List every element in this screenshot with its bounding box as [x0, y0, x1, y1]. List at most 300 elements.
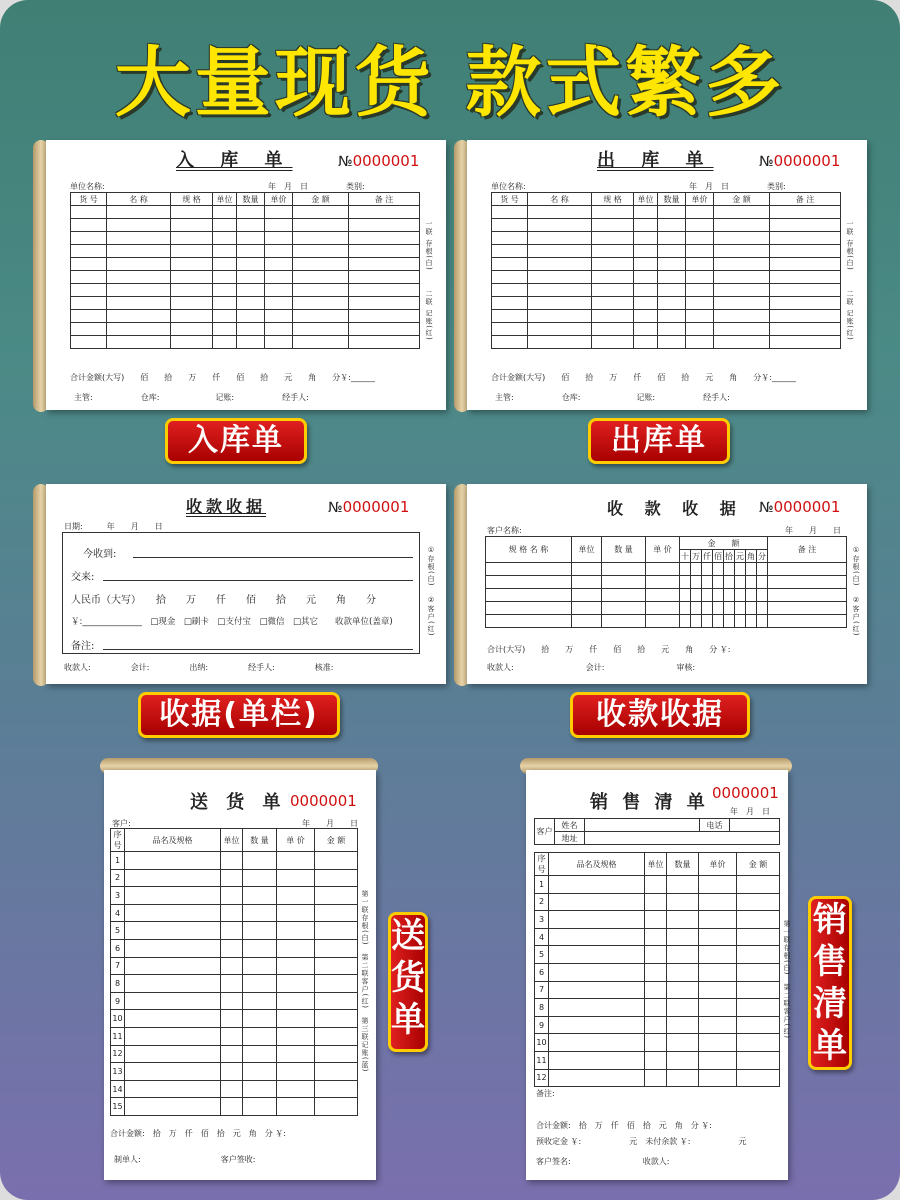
table-cell: [634, 258, 658, 271]
table-cell: [592, 310, 634, 323]
label-char: 送: [391, 916, 425, 956]
table-cell: [125, 939, 221, 957]
table-cell: [486, 602, 572, 615]
table-cell: [667, 1034, 699, 1052]
table-cell: [658, 297, 686, 310]
label-xiaoshou: [808, 896, 852, 1070]
table-cell: [171, 297, 213, 310]
table-cell: [293, 323, 349, 336]
table-cell: [699, 1034, 737, 1052]
table-cell: [486, 576, 572, 589]
signature-row: 制单人: 客户签收:: [114, 1155, 256, 1164]
table-cell: [645, 1069, 667, 1087]
table-cell: [107, 310, 171, 323]
table-cell: [645, 946, 667, 964]
table-cell: [724, 602, 735, 615]
payment-method: ￥:______________ □现金 □刷卡 □支付宝 □微信 □其它 收款单位(盖章): [71, 617, 393, 627]
table-cell: [737, 1051, 780, 1069]
signature-row: 主管: 仓库: 记账: 经手人:: [74, 393, 309, 402]
table-cell: [680, 589, 691, 602]
table-cell: [768, 589, 847, 602]
table-cell: [735, 602, 746, 615]
table-cell: [71, 297, 107, 310]
table-row: [71, 297, 420, 310]
table-cell: [315, 1045, 358, 1063]
shouju-form: [46, 484, 446, 684]
table-cell: [667, 999, 699, 1017]
table-row: [111, 939, 358, 957]
table-cell: [277, 922, 315, 940]
table-cell: [770, 297, 841, 310]
table-cell: [634, 310, 658, 323]
side-copy-2: ②客户(红): [852, 596, 860, 637]
table-cell: [770, 219, 841, 232]
form-number: [712, 784, 779, 802]
table-cell: [746, 576, 757, 589]
side-copy-1: 一联 存根(白): [846, 220, 854, 271]
table-cell: [171, 336, 213, 349]
table-cell: [265, 271, 293, 284]
table-row: [111, 1080, 358, 1098]
table-cell: [107, 206, 171, 219]
table-cell: [549, 1069, 645, 1087]
column-header: 金 额: [315, 829, 358, 852]
table-cell: [237, 336, 265, 349]
row-number: 15: [111, 1098, 125, 1116]
table-cell: [737, 999, 780, 1017]
table-cell: [667, 946, 699, 964]
shoukuan-table: [485, 536, 847, 628]
table-cell: [658, 206, 686, 219]
table-cell: [213, 206, 237, 219]
table-cell: [667, 911, 699, 929]
table-cell: [770, 206, 841, 219]
table-cell: [592, 258, 634, 271]
row-number: 10: [111, 1010, 125, 1028]
form-title: 入 库 单: [176, 150, 293, 171]
table-cell: [213, 232, 237, 245]
table-cell: [213, 336, 237, 349]
row-number: 6: [111, 939, 125, 957]
table-cell: [634, 245, 658, 258]
table-cell: [213, 258, 237, 271]
table-cell: [237, 323, 265, 336]
table-cell: [221, 1063, 243, 1081]
table-cell: [125, 1010, 221, 1028]
table-cell: [686, 232, 714, 245]
table-cell: [702, 589, 713, 602]
table-cell: [686, 258, 714, 271]
table-row: [535, 1034, 780, 1052]
date: 年 月 日: [302, 819, 358, 828]
table-cell: [634, 219, 658, 232]
table-cell: [243, 1080, 277, 1098]
table-cell: [713, 615, 724, 628]
label-char: 销: [813, 900, 847, 940]
table-cell: [770, 245, 841, 258]
table-row: [111, 957, 358, 975]
table-cell: [221, 1080, 243, 1098]
phone-label: 电话: [700, 819, 730, 832]
table-cell: [125, 1045, 221, 1063]
table-row: [535, 963, 780, 981]
table-cell: [293, 297, 349, 310]
table-cell: [492, 232, 528, 245]
side-copies: 第一联存根(白) 第二联客户(红) 第三联记账(蓝): [361, 890, 369, 1073]
table-cell: [243, 922, 277, 940]
table-row: [111, 1098, 358, 1116]
table-cell: [221, 1010, 243, 1028]
table-row: [535, 946, 780, 964]
table-cell: [107, 219, 171, 232]
table-cell: [528, 245, 592, 258]
total-row: 合计(大写) 拾 万 仟 佰 拾 元 角 分 ￥:: [487, 645, 731, 654]
table-cell: [592, 245, 634, 258]
table-cell: [237, 297, 265, 310]
table-cell: [349, 219, 420, 232]
table-cell: [549, 981, 645, 999]
table-cell: [699, 1016, 737, 1034]
table-cell: [221, 852, 243, 870]
table-cell: [592, 297, 634, 310]
table-cell: [714, 336, 770, 349]
row-number: 4: [111, 904, 125, 922]
no-value: 0000001: [773, 498, 841, 516]
table-cell: [125, 1080, 221, 1098]
table-cell: [125, 904, 221, 922]
table-cell: [265, 232, 293, 245]
table-cell: [125, 922, 221, 940]
table-cell: [265, 219, 293, 232]
amount-words: 人民币（大写） 拾 万 仟 佰 拾 元 角 分: [71, 595, 376, 606]
table-cell: [667, 1051, 699, 1069]
table-cell: [171, 206, 213, 219]
table-cell: [634, 232, 658, 245]
row-number: 3: [111, 887, 125, 905]
row-number: 14: [111, 1080, 125, 1098]
table-cell: [646, 602, 680, 615]
form-number: [290, 792, 357, 810]
column-header: 单 价: [646, 537, 680, 563]
table-row: [486, 589, 847, 602]
table-cell: [221, 1098, 243, 1116]
no-value: 0000001: [352, 152, 420, 170]
table-cell: [293, 219, 349, 232]
table-cell: [293, 232, 349, 245]
table-row: [492, 336, 841, 349]
column-header: 金 额: [293, 193, 349, 206]
name-label: 姓名: [555, 819, 585, 832]
table-cell: [315, 922, 358, 940]
table-cell: [492, 284, 528, 297]
table-cell: [768, 576, 847, 589]
table-cell: [213, 271, 237, 284]
table-cell: [125, 887, 221, 905]
table-cell: [71, 336, 107, 349]
table-row: [492, 206, 841, 219]
table-cell: [221, 922, 243, 940]
row-number: 11: [535, 1051, 549, 1069]
table-cell: [768, 602, 847, 615]
table-cell: [213, 310, 237, 323]
table-cell: [592, 232, 634, 245]
column-header: 规 格: [592, 193, 634, 206]
headline: 大量现货 款式繁多: [114, 38, 786, 127]
table-cell: [243, 869, 277, 887]
table-cell: [221, 869, 243, 887]
table-row: [492, 245, 841, 258]
table-cell: [702, 615, 713, 628]
table-cell: [492, 323, 528, 336]
table-cell: [686, 336, 714, 349]
table-cell: [486, 563, 572, 576]
table-cell: [213, 323, 237, 336]
signature-row: 收款人: 会计: 审核:: [487, 663, 696, 672]
column-header: 备 注: [349, 193, 420, 206]
category: 类别:: [346, 182, 365, 191]
column-header: 单价: [265, 193, 293, 206]
table-header-row: [492, 193, 841, 206]
label-ruku: 入库单: [165, 418, 307, 464]
table-cell: [277, 904, 315, 922]
table-cell: [492, 258, 528, 271]
ruku-table: [70, 192, 420, 349]
table-cell: [349, 336, 420, 349]
date: 年 月 日: [689, 182, 729, 191]
table-cell: [724, 589, 735, 602]
table-cell: [686, 245, 714, 258]
table-cell: [770, 258, 841, 271]
table-cell: [171, 284, 213, 297]
table-row: [492, 271, 841, 284]
table-cell: [667, 1069, 699, 1087]
table-cell: [549, 911, 645, 929]
table-cell: [293, 284, 349, 297]
table-cell: [658, 245, 686, 258]
table-cell: [315, 1027, 358, 1045]
row-number: 1: [535, 876, 549, 894]
table-cell: [602, 563, 646, 576]
table-cell: [528, 219, 592, 232]
column-header: 单位: [213, 193, 237, 206]
table-row: [71, 271, 420, 284]
table-cell: [737, 963, 780, 981]
table-cell: [221, 957, 243, 975]
table-header-row: [486, 537, 847, 550]
table-row: [111, 1045, 358, 1063]
table-cell: [293, 245, 349, 258]
table-row: [492, 297, 841, 310]
table-cell: [757, 615, 768, 628]
total-row: 合计金额(大写) 佰 拾 万 仟 佰 拾 元 角 分￥:______: [70, 373, 375, 382]
table-cell: [680, 563, 691, 576]
row-number: 3: [535, 911, 549, 929]
table-cell: [714, 219, 770, 232]
table-cell: [686, 219, 714, 232]
table-cell: [714, 271, 770, 284]
total-row: 合计金额: 拾 万 仟 佰 拾 元 角 分 ￥:: [110, 1129, 286, 1138]
table-cell: [737, 911, 780, 929]
table-cell: [645, 1016, 667, 1034]
side-copy-2: 二联 记账(红): [425, 290, 433, 341]
amount-unit: 分: [758, 551, 766, 561]
table-cell: [243, 939, 277, 957]
label-char: 售: [813, 942, 847, 982]
table-cell: [265, 284, 293, 297]
chuku-table: [491, 192, 841, 349]
table-cell: [686, 206, 714, 219]
table-cell: [714, 323, 770, 336]
table-row: [111, 1010, 358, 1028]
table-cell: [713, 602, 724, 615]
received-from: 今收到:: [83, 549, 117, 560]
table-cell: [277, 957, 315, 975]
table-cell: [658, 336, 686, 349]
label-char: 清: [813, 984, 847, 1024]
table-cell: [714, 297, 770, 310]
table-cell: [699, 1069, 737, 1087]
row-number: 8: [535, 999, 549, 1017]
table-cell: [265, 206, 293, 219]
table-cell: [265, 310, 293, 323]
table-cell: [243, 1010, 277, 1028]
table-cell: [713, 589, 724, 602]
xiaoshou-table: [534, 852, 780, 1087]
table-cell: [667, 981, 699, 999]
no-prefix: №: [338, 154, 353, 170]
table-cell: [686, 323, 714, 336]
table-cell: [686, 271, 714, 284]
side-copy-2: ②客户(红): [427, 596, 435, 637]
table-cell: [549, 963, 645, 981]
signature-row: 客户签名: 收款人:: [536, 1157, 670, 1166]
table-cell: [293, 258, 349, 271]
column-header: 数 量: [243, 829, 277, 852]
table-cell: [658, 258, 686, 271]
table-cell: [746, 563, 757, 576]
table-cell: [171, 323, 213, 336]
label-chuku: 出库单: [588, 418, 730, 464]
table-row: [486, 615, 847, 628]
table-cell: [572, 576, 602, 589]
table-cell: [237, 271, 265, 284]
signature-row: 主管: 仓库: 记账: 经手人:: [495, 393, 730, 402]
table-cell: [691, 563, 702, 576]
column-header: 单位: [634, 193, 658, 206]
column-header: 规 格 名 称: [486, 537, 572, 563]
table-cell: [645, 911, 667, 929]
form-title: 收 款 收 据: [607, 499, 744, 518]
table-cell: [737, 1034, 780, 1052]
row-number: 12: [535, 1069, 549, 1087]
no-value: 0000001: [342, 498, 410, 516]
table-cell: [221, 1027, 243, 1045]
table-cell: [680, 576, 691, 589]
table-cell: [349, 297, 420, 310]
form-title: 送 货 单: [190, 792, 287, 813]
table-row: [535, 1016, 780, 1034]
table-cell: [691, 576, 702, 589]
table-cell: [171, 245, 213, 258]
table-cell: [107, 271, 171, 284]
column-header: 名 称: [528, 193, 592, 206]
table-cell: [221, 975, 243, 993]
table-row: [111, 992, 358, 1010]
column-header: 数量: [667, 853, 699, 876]
signature-row: 收款人: 会计: 出纳: 经手人: 核准:: [64, 663, 334, 672]
row-number: 8: [111, 975, 125, 993]
table-cell: [277, 939, 315, 957]
table-cell: [658, 284, 686, 297]
table-cell: [667, 1016, 699, 1034]
table-cell: [315, 1063, 358, 1081]
no-value: 0000001: [290, 792, 357, 810]
table-cell: [125, 852, 221, 870]
table-cell: [213, 245, 237, 258]
table-cell: [735, 563, 746, 576]
table-cell: [667, 893, 699, 911]
table-row: [535, 1051, 780, 1069]
table-cell: [645, 876, 667, 894]
table-cell: [237, 284, 265, 297]
table-cell: [213, 219, 237, 232]
table-row: [111, 852, 358, 870]
table-cell: [243, 904, 277, 922]
table-cell: [645, 981, 667, 999]
side-copy-1: ①存根(白): [427, 546, 435, 587]
row-number: 7: [111, 957, 125, 975]
table-cell: [293, 336, 349, 349]
table-cell: [770, 271, 841, 284]
label-char: 单: [813, 1026, 847, 1066]
table-cell: [237, 232, 265, 245]
table-cell: [243, 852, 277, 870]
table-cell: [714, 206, 770, 219]
table-cell: [243, 1063, 277, 1081]
table-cell: [213, 297, 237, 310]
column-header: 名 称: [107, 193, 171, 206]
customer: 客户:: [112, 819, 131, 828]
table-cell: [237, 258, 265, 271]
table-cell: [602, 589, 646, 602]
table-cell: [171, 232, 213, 245]
amount-unit: 十: [681, 551, 689, 561]
table-cell: [572, 589, 602, 602]
column-header: 单位: [645, 853, 667, 876]
no-value: 0000001: [712, 784, 779, 802]
label-char: 货: [391, 958, 425, 998]
table-cell: [667, 928, 699, 946]
table-cell: [265, 297, 293, 310]
row-number: 13: [111, 1063, 125, 1081]
table-cell: [277, 992, 315, 1010]
table-cell: [213, 284, 237, 297]
column-header: 品名及规格: [125, 829, 221, 852]
table-cell: [315, 992, 358, 1010]
table-cell: [714, 258, 770, 271]
table-row: [71, 258, 420, 271]
table-cell: [71, 310, 107, 323]
table-cell: [714, 245, 770, 258]
form-number: [328, 498, 409, 516]
table-cell: [125, 869, 221, 887]
side-copy-1: 一联 存根(白): [425, 220, 433, 271]
remarks: 备注:: [71, 641, 95, 652]
table-cell: [528, 271, 592, 284]
songhuo-table: [110, 828, 358, 1116]
table-cell: [770, 323, 841, 336]
table-cell: [71, 232, 107, 245]
